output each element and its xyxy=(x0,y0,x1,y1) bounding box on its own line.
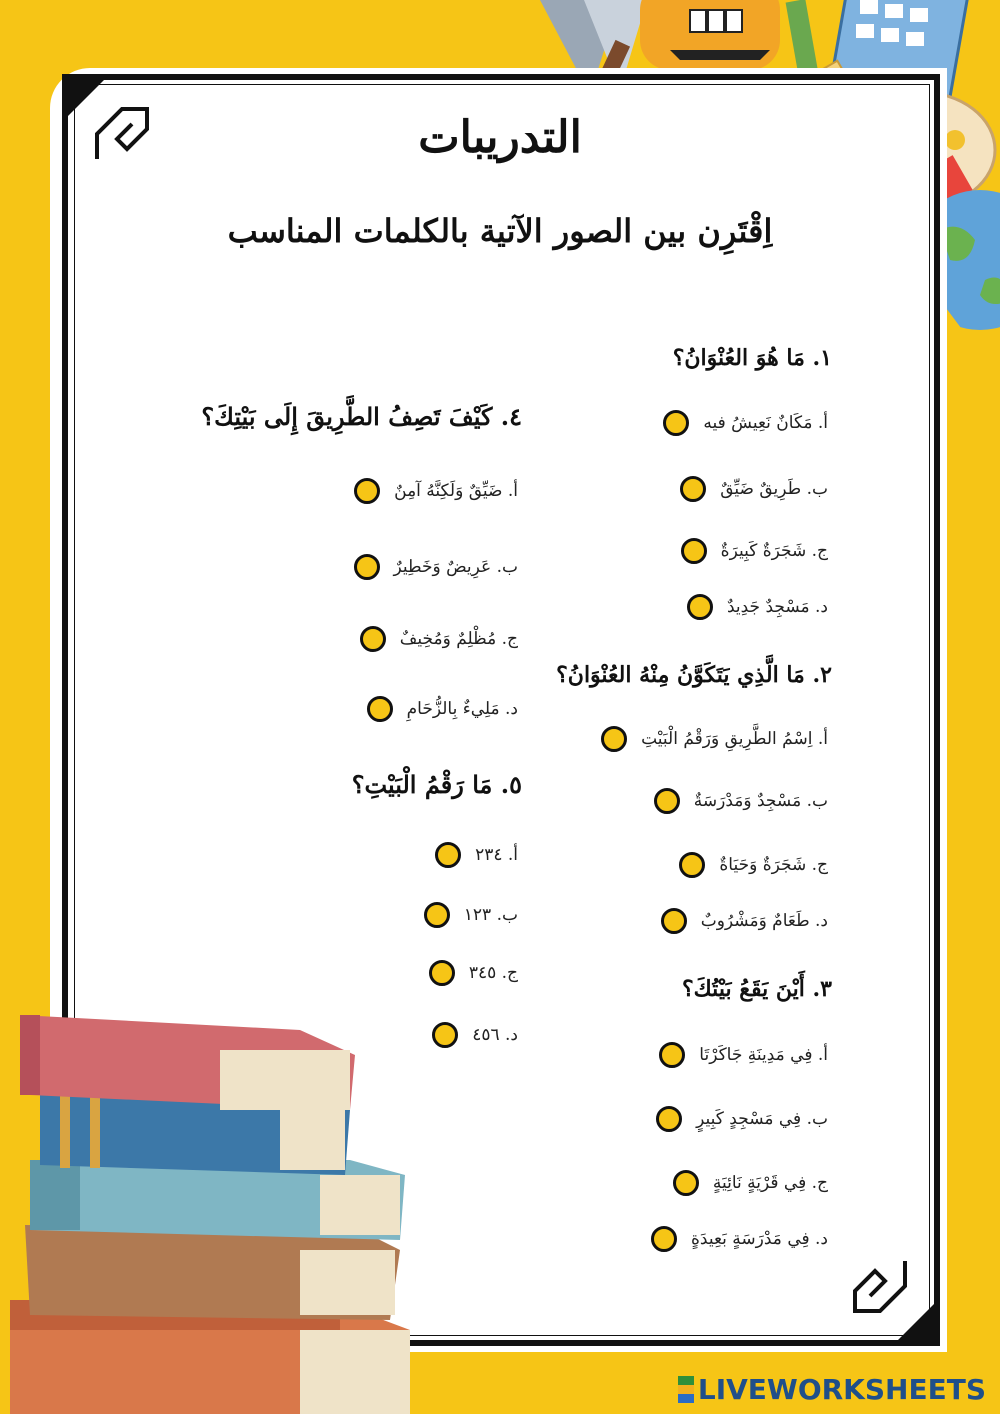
radio-button[interactable] xyxy=(659,1042,685,1068)
radio-button[interactable] xyxy=(681,538,707,564)
question-3: ٣. أَيْنَ يَقَعُ بَيْتُكَ؟ xyxy=(681,976,832,1002)
q2-option-c[interactable]: ج. شَجَرَةٌ وَحَيَاةٌ xyxy=(679,852,828,878)
q1-option-b[interactable]: ب. طَرِيقٌ ضَيِّقٌ xyxy=(680,476,828,502)
question-1: ١. مَا هُوَ العُنْوَانُ؟ xyxy=(672,345,832,371)
q4-option-d[interactable]: د. مَلِيءٌ بِالزُّحَامِ xyxy=(367,696,518,722)
question-4: ٤. كَيْفَ تَصِفُ الطَّرِيقَ إِلَى بَيْتِكَ؟ xyxy=(201,402,522,431)
q2-option-b[interactable]: ب. مَسْجِدٌ وَمَدْرَسَةٌ xyxy=(654,788,828,814)
question-2: ٢. مَا الَّذِي يَتَكَوَّنُ مِنْهُ العُنْوَانُ؟ xyxy=(556,662,832,688)
radio-button[interactable] xyxy=(673,1170,699,1196)
radio-button[interactable] xyxy=(656,1106,682,1132)
books-illustration xyxy=(0,1000,420,1414)
q3-option-a[interactable]: أ. فِي مَدِينَةِ جَاكَرْتَا xyxy=(659,1042,828,1068)
radio-button[interactable] xyxy=(663,410,689,436)
q2-option-d[interactable]: د. طَعَامٌ وَمَشْرُوبٌ xyxy=(661,908,828,934)
liveworksheets-logo xyxy=(678,1373,986,1406)
q5-option-a[interactable]: أ. ٢٣٤ xyxy=(435,842,518,868)
q4-option-a[interactable]: أ. ضَيِّقٌ وَلَكِنَّهُ آمِنٌ xyxy=(354,478,518,504)
radio-button[interactable] xyxy=(687,594,713,620)
radio-button[interactable] xyxy=(435,842,461,868)
watermark-text: LIVEWORKSHEETS xyxy=(697,1373,986,1406)
page-title: التدريبات xyxy=(418,112,582,163)
q1-option-d[interactable]: د. مَسْجِدٌ جَدِيدٌ xyxy=(687,594,828,620)
q3-option-c[interactable]: ج. فِي قَرْيَةٍ نَائِيَةٍ xyxy=(673,1170,828,1196)
q5-option-b[interactable]: ب. ١٢٣ xyxy=(424,902,518,928)
page-subtitle: اِقْتَرِن بين الصور الآتية بالكلمات المناسب xyxy=(227,212,773,250)
radio-button[interactable] xyxy=(354,554,380,580)
radio-button[interactable] xyxy=(360,626,386,652)
q3-option-d[interactable]: د. فِي مَدْرَسَةٍ بَعِيدَةٍ xyxy=(651,1226,828,1252)
radio-button[interactable] xyxy=(601,726,627,752)
question-5: ٥. مَا رَقْمُ الْبَيْتِ؟ xyxy=(351,770,522,799)
radio-button[interactable] xyxy=(424,902,450,928)
liveworksheets-badge-icon xyxy=(678,1376,694,1404)
q5-option-c[interactable]: ج. ٣٤٥ xyxy=(429,960,518,986)
radio-button[interactable] xyxy=(680,476,706,502)
radio-button[interactable] xyxy=(429,960,455,986)
corner-ornament-bottom-right xyxy=(830,1236,940,1346)
radio-button[interactable] xyxy=(367,696,393,722)
radio-button[interactable] xyxy=(654,788,680,814)
q4-option-b[interactable]: ب. عَرِيضٌ وَخَطِيرٌ xyxy=(354,554,518,580)
q4-option-c[interactable]: ج. مُظْلِمٌ وَمُخِيفٌ xyxy=(360,626,518,652)
radio-button[interactable] xyxy=(354,478,380,504)
q3-option-b[interactable]: ب. فِي مَسْجِدٍ كَبِيرٍ xyxy=(656,1106,828,1132)
q2-option-a[interactable]: أ. اِسْمُ الطَّرِيقِ وَرَقْمُ الْبَيْتِ xyxy=(601,726,828,752)
q1-option-a[interactable]: أ. مَكَانٌ نَعِيشُ فيه xyxy=(663,410,828,436)
q1-option-c[interactable]: ج. شَجَرَةٌ كَبِيرَةٌ xyxy=(681,538,828,564)
radio-button[interactable] xyxy=(679,852,705,878)
q5-option-d[interactable]: د. ٤٥٦ xyxy=(432,1022,518,1048)
radio-button[interactable] xyxy=(661,908,687,934)
radio-button[interactable] xyxy=(651,1226,677,1252)
radio-button[interactable] xyxy=(432,1022,458,1048)
